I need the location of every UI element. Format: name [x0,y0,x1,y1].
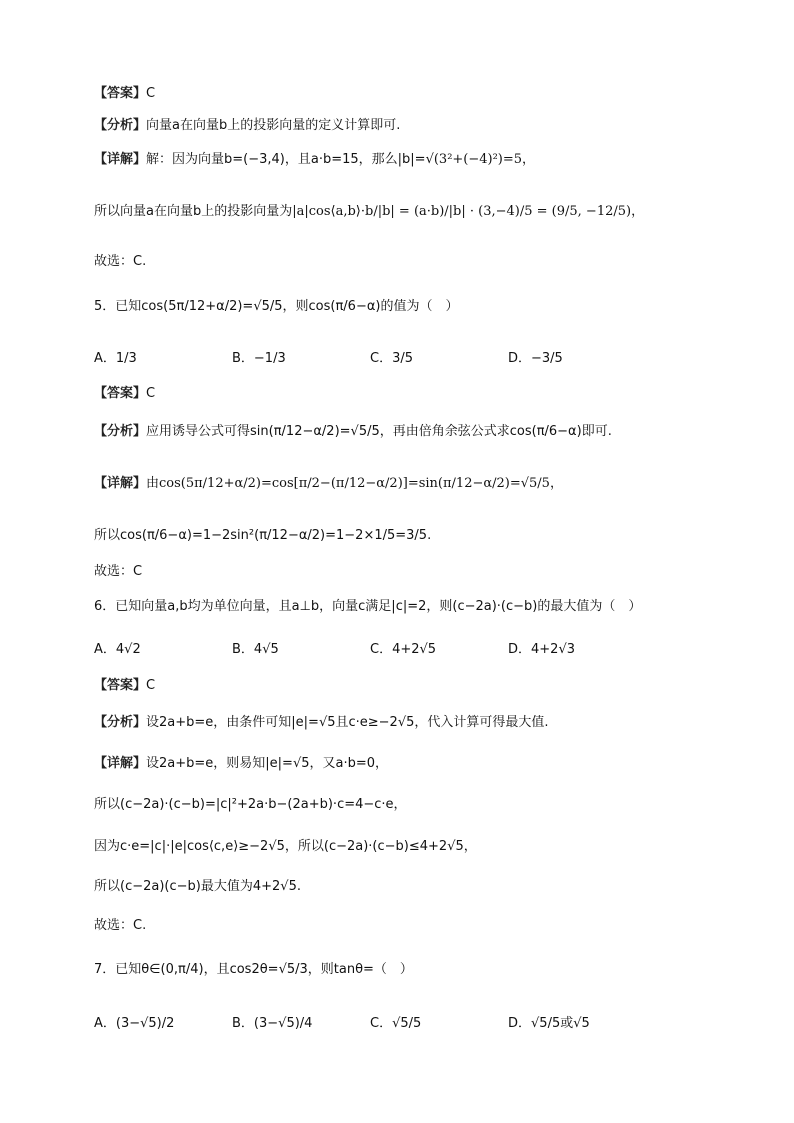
detail-tag: 【详解】 [94,476,147,491]
q6-detail-line4: 所以(c−2a)(c−b)最大值为4+2√5. [94,879,301,894]
analysis-text: 向量a在向量b上的投影向量的定义计算即可. [146,118,401,133]
q5-detail-line1 [94,474,563,494]
answer-tag: 【答案】 [94,86,147,101]
detail-formula: 由cos(5π/12+α/2)=cos[π/2−(π/12−α/2)]=sin(π/12−α/2)=√5/5， [146,476,563,491]
q6-analysis [94,713,549,733]
q6-option-b: B．4√5 [232,642,279,657]
analysis-text: 设2a+b=e，由条件可知|e|=√5且c·e≥−2√5，代入计算可得最大值. [146,715,549,730]
detail-text: 解：因为向量b=(−3,4)，且a·b=15，那么|b|= [146,152,426,167]
detail-tag: 【详解】 [94,152,147,167]
detail-text: 设2a+b=e，则易知|e|=√5，又a·b=0， [146,756,389,771]
detail-formula: √(3²+(−4)²)=5， [425,152,536,167]
q6-option-a: A．4√2 [94,642,141,657]
answer-value: C [146,86,156,101]
analysis-tag: 【分析】 [94,424,147,439]
q7-option-a: A．(3−√5)/2 [94,1016,175,1031]
q6-option-c: C．4+2√5 [370,642,437,657]
q5-option-c: C．3/5 [370,351,413,366]
q4-answer [94,84,155,104]
q5-detail-line2: 所以cos(π/6−α)=1−2sin²(π/12−α/2)=1−2×1/5=3/5. [94,528,432,543]
q5-option-a: A．1/3 [94,351,137,366]
q6-detail-line2: 所以(c−2a)·(c−b)=|c|²+2a·b−(2a+b)·c=4−c·e， [94,797,407,812]
answer-value: C [146,678,156,693]
q4-detail-line2 [94,202,644,222]
q6-detail-line3: 因为c·e=|c|·|e|cos⟨c,e⟩≥−2√5，所以(c−2a)·(c−b)≤4+2√5， [94,839,477,854]
detail-formula: b/|b| = (a·b)/|b| · (3,−4)/5 = (9/5, −12/5)， [365,204,645,219]
q6-option-d: D．4+2√3 [508,642,575,657]
q6-detail-line1 [94,754,388,774]
detail-tag: 【详解】 [94,756,147,771]
detail-text: 所以向量a在向量b上的投影向量为 [94,204,293,219]
analysis-tag: 【分析】 [94,715,147,730]
analysis-tag: 【分析】 [94,118,147,133]
q7-option-d: D．√5/5或√5 [508,1016,590,1031]
q7-option-b: B．(3−√5)/4 [232,1016,313,1031]
q5-stem: 5．已知cos(5π/12+α/2)=√5/5，则cos(π/6−α)的值为（ ） [94,299,459,314]
answer-value: C [146,386,156,401]
answer-tag: 【答案】 [94,386,147,401]
q4-conclusion: 故选：C. [94,254,147,269]
q5-option-d: D．−3/5 [508,351,563,366]
q6-conclusion: 故选：C. [94,918,147,933]
q6-stem: 6．已知向量a,b均为单位向量，且a⊥b，向量c满足|c|=2，则(c−2a)·(c−b)的最大值为（ ） [94,599,642,614]
detail-formula: |a|cos⟨a,b⟩· [292,204,365,219]
q7-option-c: C．√5/5 [370,1016,422,1031]
q5-option-b: B．−1/3 [232,351,286,366]
answer-tag: 【答案】 [94,678,147,693]
q5-answer [94,384,155,404]
q6-answer [94,676,155,696]
q5-analysis [94,422,612,442]
q5-conclusion: 故选：C [94,564,143,579]
q7-stem: 7．已知θ∈(0,π/4)，且cos2θ=√5/3，则tanθ=（ ） [94,962,413,977]
analysis-text: 应用诱导公式可得sin(π/12−α/2)=√5/5，再由倍角余弦公式求cos(π/6−α)即可. [146,424,612,439]
q4-analysis [94,116,400,136]
q4-detail-line1 [94,150,535,170]
